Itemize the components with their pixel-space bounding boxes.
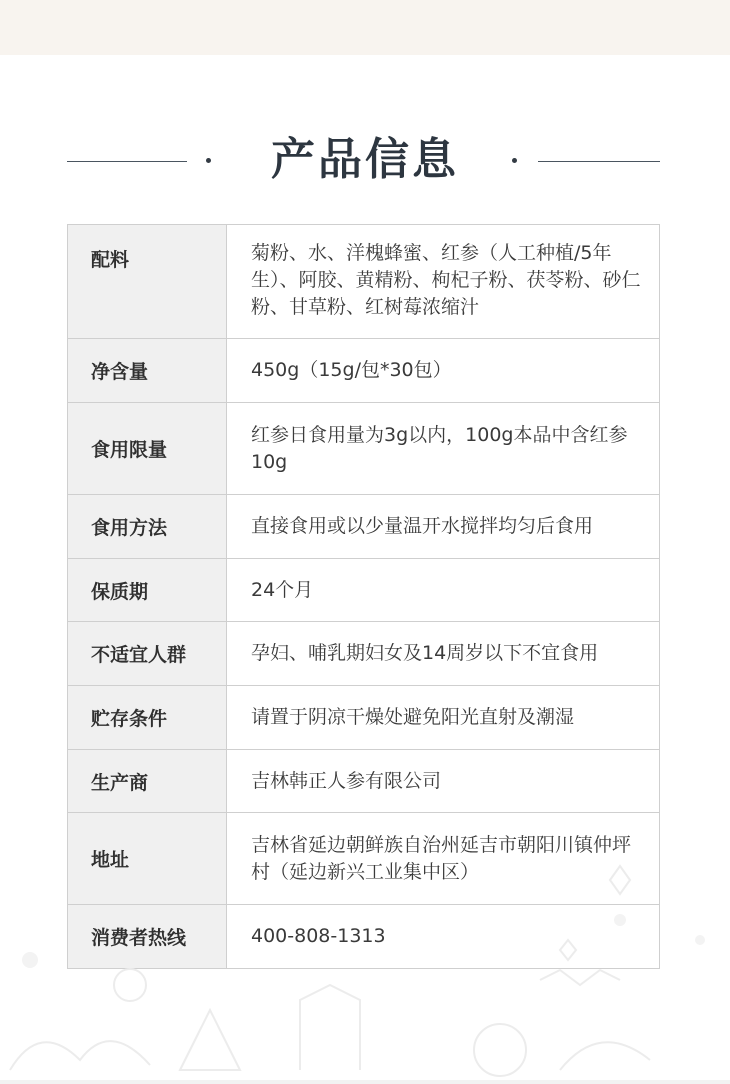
top-banner-strip: [0, 0, 730, 55]
table-row: [68, 750, 660, 813]
bottom-edge-strip: [0, 1080, 730, 1084]
row-label: 生产商: [68, 750, 227, 813]
row-value: 直接食用或以少量温开水搅拌均匀后食用: [227, 495, 660, 559]
table-row: [68, 225, 660, 339]
page-title: 产品信息: [271, 134, 459, 185]
row-label: 保质期: [68, 559, 227, 622]
row-value: 24个月: [227, 559, 660, 622]
product-info-table: [67, 224, 660, 969]
row-label: 食用限量: [68, 403, 227, 495]
row-label: 地址: [68, 813, 227, 905]
row-label: 配料: [68, 225, 227, 339]
table-row: [68, 559, 660, 622]
row-value: 红参日食用量为3g以内，100g本品中含红参10g: [227, 403, 660, 495]
row-value: 450g（15g/包*30包）: [227, 339, 660, 403]
row-label: 不适宜人群: [68, 622, 227, 686]
title-right-rule: [538, 161, 660, 162]
table-row: [68, 905, 660, 969]
table-row: [68, 403, 660, 495]
row-value: 孕妇、哺乳期妇女及14周岁以下不宜食用: [227, 622, 660, 686]
table-row: [68, 495, 660, 559]
table-row: [68, 813, 660, 905]
row-value: 请置于阴凉干燥处避免阳光直射及潮湿: [227, 686, 660, 750]
row-value: 菊粉、水、洋槐蜂蜜、红参（人工种植/5年生）、阿胶、黄精粉、枸杞子粉、茯苓粉、砂仁粉、甘草粉、红树莓浓缩汁: [227, 225, 660, 339]
row-label: 贮存条件: [68, 686, 227, 750]
row-value: 400-808-1313: [227, 905, 660, 969]
row-label: 净含量: [68, 339, 227, 403]
row-label: 消费者热线: [68, 905, 227, 969]
row-value: 吉林韩正人参有限公司: [227, 750, 660, 813]
table-row: [68, 339, 660, 403]
row-label: 食用方法: [68, 495, 227, 559]
title-right-dot: [512, 158, 517, 163]
row-value: 吉林省延边朝鲜族自治州延吉市朝阳川镇仲坪村（延边新兴工业集中区）: [227, 813, 660, 905]
title-section: [0, 128, 730, 192]
table-row: [68, 622, 660, 686]
table-row: [68, 686, 660, 750]
